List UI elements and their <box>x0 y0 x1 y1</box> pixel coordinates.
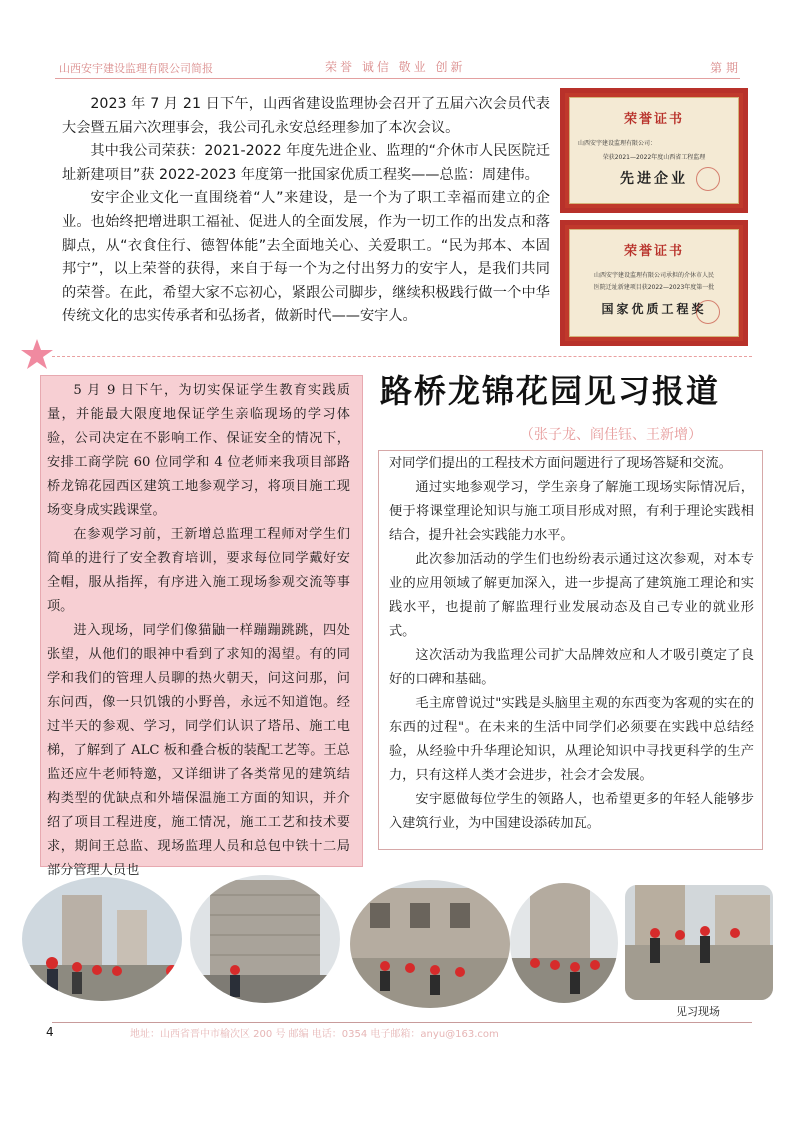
cert-title: 荣誉证书 <box>623 244 684 259</box>
section-divider <box>52 356 752 357</box>
top-article <box>62 93 550 329</box>
article-paragraph: 在参观学习前，王新增总监理工程师对学生们简单的进行了安全教育培训，要求每位同学戴好安全帽，服从指挥，有序进入施工现场参观交流等事项。 <box>47 527 350 614</box>
footer-divider <box>52 1022 752 1023</box>
cert-award: 先进企业 <box>620 171 688 187</box>
article-paragraph: 这次活动为我监理公司扩大品牌效应和人才吸引奠定了良好的口碑和基础。 <box>389 648 754 687</box>
article-paragraph: 5 月 9 日下午，为切实保证学生教育实践质量，并能最大限度地保证学生亲临现场的学习体验，公司决定在不影响工作、保证安全的情况下，安排工商学院 60 位同学和 4 位老师来我项目部路桥龙锦花园西区建筑工地参观学习，将项目施工现场变身成实践课堂。 <box>47 383 350 518</box>
header-motto: 荣誉 诚信 敬业 创新 <box>325 60 466 74</box>
site-photo <box>625 885 773 1000</box>
article-paragraph: 此次参加活动的学生们也纷纷表示通过这次参观，对本专业的应用领域了解更加深入，进一步提高了建筑施工理论和实践水平，也提前了解监理行业发展动态及自己专业的就业形式。 <box>389 552 754 639</box>
photo-caption: 见习现场 <box>676 1005 720 1018</box>
article-paragraph: 毛主席曾说过"实践是头脑里主观的东西变为客观的实在的东西的过程"。在未来的生活中同学们必须要在实践中总结经验，从经验中升华理论知识，从理论知识中寻找更科学的生产力，只有这样人类才会进步，社会才会发展。 <box>389 696 754 783</box>
seal-icon <box>696 300 720 324</box>
footer-contact: 地址：山西省晋中市榆次区 200 号 邮编 电话：0354 电子邮箱：anyu@163.com <box>130 1029 499 1040</box>
article-right-column <box>389 452 754 836</box>
article-authors: （张子龙、阎佳钰、王新增） <box>520 427 702 443</box>
cert-line: 山西安宇建设监理有限公司承担的介休市人民 <box>593 272 714 279</box>
header-issue: 第 期 <box>710 61 738 75</box>
article-title: 路桥龙锦花园见习报道 <box>380 372 721 410</box>
certificate-quality-award <box>560 220 748 346</box>
cert-title: 荣誉证书 <box>623 112 684 127</box>
header-company: 山西安宇建设监理有限公司简报 <box>59 62 213 75</box>
article-paragraph: 安宇愿做每位学生的领路人，也希望更多的年轻人能够步入建筑行业，为中国建设添砖加瓦。 <box>389 792 754 831</box>
top-paragraph: 2023 年 7 月 21 日下午，山西省建设监理协会召开了五届六次会员代表大会暨五届六次理事会，我公司孔永安总经理参加了本次会议。 <box>62 96 550 136</box>
page-number: 4 <box>46 1025 54 1039</box>
star-icon <box>20 337 54 371</box>
site-photo <box>510 883 618 1003</box>
page-header <box>55 60 740 79</box>
top-paragraph: 其中我公司荣获：2021-2022 年度先进企业、监理的“介休市人民医院迁址新建项目”获 2022-2023 年度第一批国家优质工程奖——总监：周建伟。 <box>62 143 550 183</box>
cert-line: 山西安宇建设监理有限公司： <box>578 140 657 147</box>
cert-line: 荣获2021—2022年度山西省工程监理 <box>602 154 706 161</box>
cert-award: 国家优质工程奖 <box>601 302 707 316</box>
site-photo <box>22 875 182 1003</box>
article-left-column <box>47 379 350 883</box>
seal-icon <box>696 167 720 191</box>
article-paragraph: 对同学们提出的工程技术方面问题进行了现场答疑和交流。 <box>389 456 732 471</box>
article-paragraph: 通过实地参观学习，学生亲身了解施工现场实际情况后，便于将课堂理论知识与施工项目形成对照，有利于理论实践相结合，提升社会实践能力水平。 <box>389 480 754 543</box>
certificate-advanced-enterprise <box>560 88 748 213</box>
site-photo <box>190 875 340 1003</box>
top-paragraph: 安宇企业文化一直围绕着“人”来建设，是一个为了职工幸福而建立的企业。也始终把增进职工福祉、促进人的全面发展，作为一切工作的出发点和落脚点，从“衣食住行、德智体能”去全面地关心、关爱职工。“民为邦本、本固邦宁”，以上荣誉的获得，来自于每一个为之付出努力的安宇人，是我们共同的荣誉。在此，希望大家不忘初心，紧跟公司脚步，继续积极践行做一个中华传统文化的忠实传承者和弘扬者，做新时代——安宇人。 <box>62 190 550 325</box>
article-paragraph: 进入现场，同学们像猫鼬一样蹦蹦跳跳，四处张望，从他们的眼神中看到了求知的渴望。有的同学和我们的管理人员聊的热火朝天，问这问那，问东问西，像一只饥饿的小野兽，永远不知道饱。经过半天的参观、学习，同学们认识了塔吊、施工电梯，了解到了 ALC 板和叠合板的装配工艺等。王总监还应牛老师特邀，又详细讲了各类常见的建筑结构类型的优缺点和外墙保温施工方面的知识，并介绍了项目工程进度，施工情况，施工工艺和技术要求，期间王总监、现场监理人员和总包中铁十二局部分管理人员也 <box>47 623 350 878</box>
site-photo <box>350 878 510 1010</box>
cert-line: 医院迁址新建项目获2022—2023年度第一批 <box>593 284 715 291</box>
